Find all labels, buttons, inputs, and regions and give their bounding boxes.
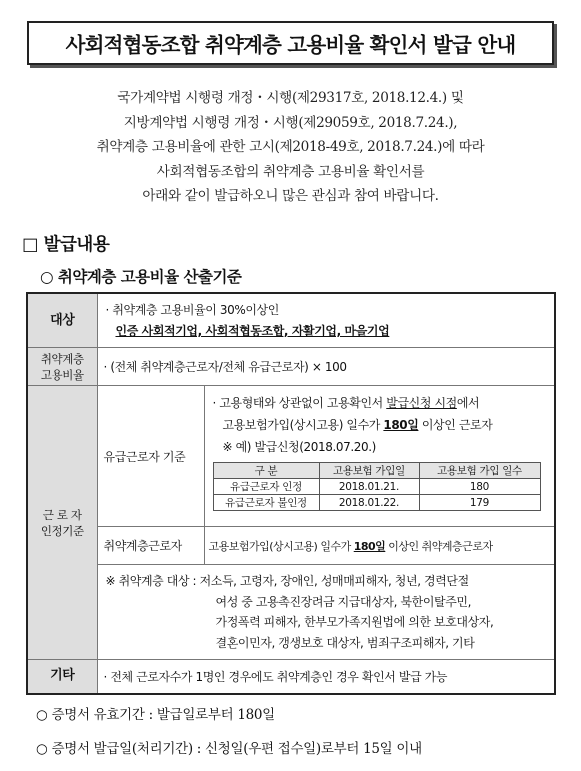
- vulnerable-targets-line: 결혼이민자, 갱생보호 대상자, 범죄구조피해자, 기타: [215, 635, 475, 650]
- vulnerable-worker-label: 취약계층근로자: [97, 527, 204, 565]
- vulnerable-targets-line: ※ 취약계층 대상 : 저소득, 고령자, 장애인, 성매매피해자, 청년, 경력단절: [105, 574, 469, 588]
- target-line2: 인증 사회적기업, 사회적협동조합, 자활기업, 마을기업: [115, 323, 390, 338]
- intro-line: 취약계층 고용비율에 관한 고시(제2018-49호, 2018.7.24.)에 따라: [96, 139, 485, 156]
- table-row: [27, 348, 555, 386]
- paid-worker-line2-post: 이상인 근로자: [418, 418, 493, 432]
- ratio-label: [27, 348, 97, 386]
- vulnerable-worker-post: 이상인 취약계층근로자: [385, 539, 493, 553]
- ratio-label-line1: 취약계층: [40, 351, 84, 366]
- sub-heading: ○ 취약계층 고용비율 산출기준: [40, 268, 242, 286]
- ratio-label-line2: 고용비율: [40, 367, 84, 382]
- other-text: · 전체 근로자수가 1명인 경우에도 취약계층인 경우 확인서 발급 가능: [97, 660, 555, 694]
- document-title: 사회적협동조합 취약계층 고용비율 확인서 발급 안내: [27, 21, 554, 65]
- intro-line: 국가계약법 시행령 개정・시행(제29317호, 2018.12.4.) 및: [117, 90, 464, 106]
- criteria-table: [26, 292, 556, 695]
- paid-worker-line2: [213, 414, 549, 436]
- paid-worker-line2-underline: 180일: [383, 418, 419, 432]
- intro-line: 아래와 같이 발급하오니 많은 관심과 참여 바랍니다.: [142, 188, 439, 205]
- vulnerable-worker-underline: 180일: [353, 539, 386, 553]
- vulnerable-targets-line: 여성 중 고용촉진장려금 지급대상자, 북한이탈주민,: [215, 594, 472, 609]
- example-cell: 유급근로자 인정: [213, 479, 319, 495]
- other-label: 기타: [27, 660, 97, 694]
- example-row: [213, 495, 540, 511]
- section-heading: □ 발급내용: [22, 235, 110, 255]
- target-cell: [97, 293, 555, 348]
- paid-worker-line3: ※ 예) 발급신청(2018.07.20.): [222, 440, 376, 454]
- table-row: [27, 386, 555, 527]
- table-row: [27, 293, 555, 348]
- example-table: [213, 462, 541, 511]
- vulnerable-targets: [97, 565, 555, 660]
- example-header: 고용보험 가입 일수: [419, 463, 540, 479]
- validity-note: ○ 증명서 유효기간 : 발급일로부터 180일: [36, 707, 275, 723]
- example-cell: 179: [419, 495, 540, 511]
- vulnerable-worker-pre: 고용보험가입(상시고용) 일수가: [208, 539, 354, 553]
- issue-date-note: ○ 증명서 발급일(처리기간) : 신청일(우편 접수일)로부터 15일 이내: [36, 741, 422, 757]
- example-cell: 2018.01.22.: [319, 495, 419, 511]
- example-header: 고용보험 가입일: [319, 463, 419, 479]
- table-row: [27, 565, 555, 660]
- intro-line: 지방계약법 시행령 개정・시행(제29059호, 2018.7.24.),: [123, 114, 458, 131]
- target-label: 대상: [27, 293, 97, 348]
- table-row: [27, 660, 555, 694]
- paid-worker-criteria: [204, 386, 555, 527]
- paid-worker-line1: [213, 392, 549, 414]
- example-header: 구 분: [213, 463, 319, 479]
- vulnerable-worker-criteria: [204, 527, 555, 565]
- intro-line: 사회적협동조합의 취약계층 고용비율 확인서를: [156, 163, 425, 180]
- vulnerable-targets-line: 가정폭력 피해자, 한부모가족지원법에 의한 보호대상자,: [215, 615, 494, 629]
- example-cell: 유급근로자 불인정: [213, 495, 319, 511]
- ratio-formula: · (전체 취약계층근로자/전체 유급근로자) × 100: [97, 348, 555, 386]
- paid-worker-line1-underline: 발급신청 시점: [386, 396, 457, 410]
- paid-worker-line2-pre: 고용보험가입(상시고용) 일수가: [222, 418, 384, 432]
- example-row: [213, 479, 540, 495]
- target-line1: · 취약계층 고용비율이 30%이상인: [105, 303, 279, 317]
- worker-criteria-label-line1: 근 로 자: [42, 507, 82, 522]
- paid-worker-label: 유급근로자 기준: [97, 386, 204, 527]
- paid-worker-line1-pre: · 고용형태와 상관없이 고용확인서: [212, 396, 387, 410]
- example-cell: 180: [419, 479, 540, 495]
- worker-criteria-label: [27, 386, 97, 660]
- example-cell: 2018.01.21.: [319, 479, 419, 495]
- table-row: [27, 527, 555, 565]
- intro-paragraph: [20, 86, 561, 209]
- example-header-row: [213, 463, 540, 479]
- worker-criteria-label-line2: 인정기준: [40, 523, 84, 538]
- paid-worker-line1-post: 에서: [456, 396, 480, 410]
